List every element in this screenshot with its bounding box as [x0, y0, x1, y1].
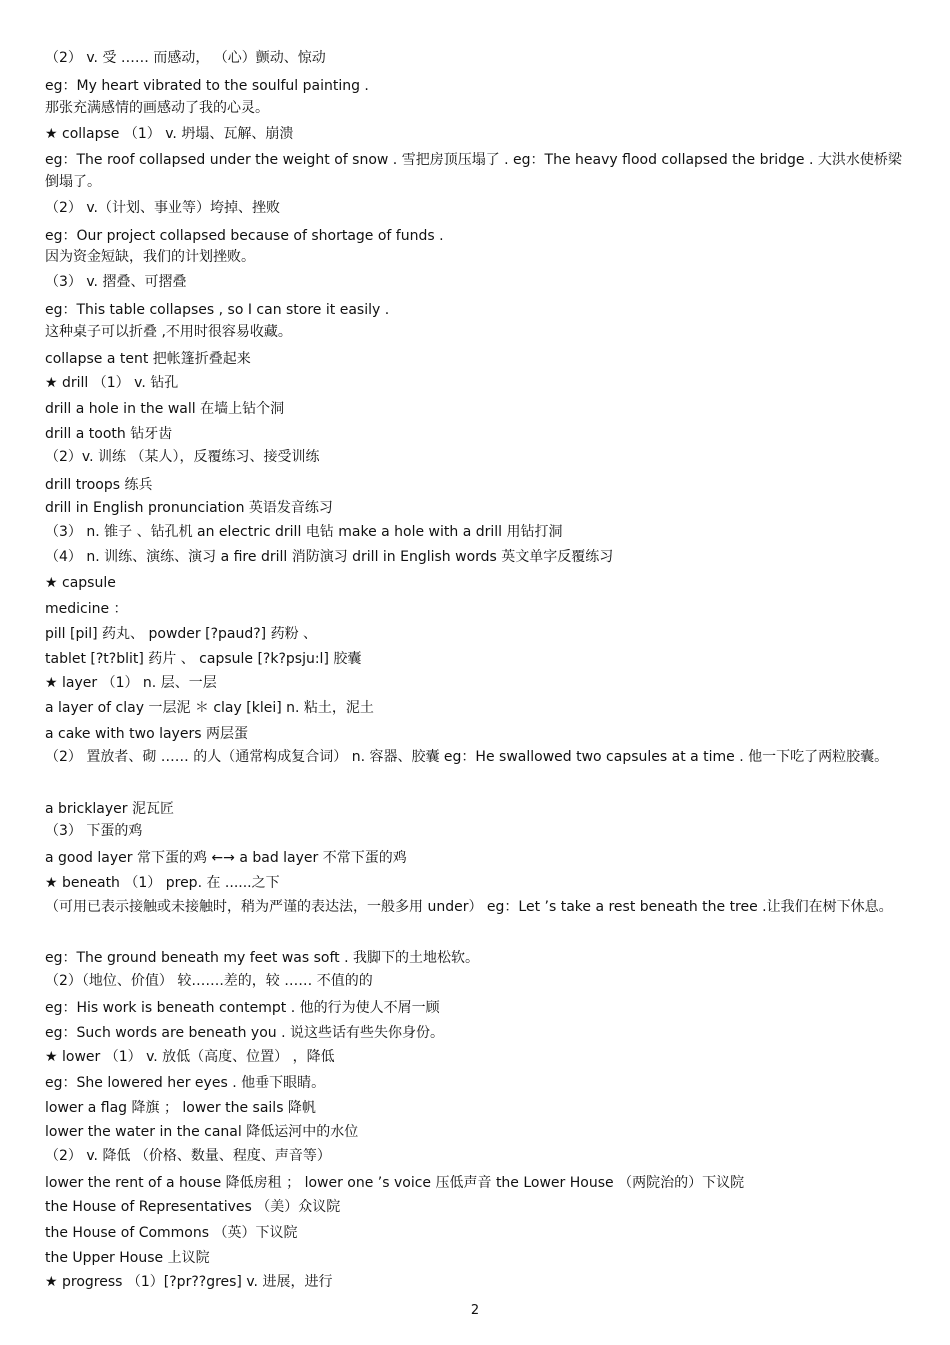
text-line: eg：My heart vibrated to the soulful painting .: [45, 78, 369, 94]
page-number: 2: [470, 1303, 480, 1318]
text-line: eg：The ground beneath my feet was soft . 我脚下的土地松软。: [45, 950, 479, 966]
text-line: （2） v. 降低 （价格、数量、程度、声音等）: [45, 1148, 331, 1164]
text-line: tablet [?t?blit] 药片 、 capsule [?k?psju:l] 胶囊: [45, 651, 362, 667]
text-line: （4） n. 训练、演练、演习 a fire drill 消防演习 drill in English words 英文单字反覆练习: [45, 549, 614, 565]
text-line: （可用已表示接触或未接触时，稍为严谨的表达法，一般多用 under） eg：Let ’s take a rest beneath the tree .让我们在树下休息。: [45, 899, 893, 915]
text-line: a bricklayer 泥瓦匠: [45, 801, 174, 817]
text-line: ★ progress （1）[?pr??gres] v. 进展，进行: [45, 1274, 333, 1290]
text-line: ★ beneath （1） prep. 在 ......之下: [45, 875, 280, 891]
text-line: （2）v. 训练 （某人），反覆练习、接受训练: [45, 449, 320, 465]
text-line: a cake with two layers 两层蛋: [45, 726, 248, 742]
text-line: eg：Our project collapsed because of shortage of funds .: [45, 228, 444, 244]
text-line: eg：Such words are beneath you . 说这些话有些失你身份。: [45, 1025, 444, 1041]
text-line: ★ layer （1） n. 层、一层: [45, 675, 217, 691]
text-line: drill a tooth 钻牙齿: [45, 426, 173, 442]
text-line: （2）（地位、价值） 较…….差的，较 …… 不值的的: [45, 973, 373, 989]
text-line: （2） v.（计划、事业等）垮掉、挫败: [45, 200, 281, 216]
text-line: drill a hole in the wall 在墙上钻个洞: [45, 401, 285, 417]
text-line: 这种桌子可以折叠 ,不用时很容易收藏。: [45, 324, 292, 340]
text-line: （2） v. 受 …… 而感动， （心）颤动、惊动: [45, 50, 326, 66]
text-line: lower the water in the canal 降低运河中的水位: [45, 1124, 359, 1140]
text-line: ★ lower （1） v. 放低（高度、位置） ，降低: [45, 1049, 335, 1065]
text-line: a layer of clay 一层泥 ＊ clay [klei] n. 粘土，泥土: [45, 700, 374, 716]
text-line: ★ capsule: [45, 575, 116, 591]
text-line: （3） v. 摺叠、可摺叠: [45, 274, 187, 290]
text-line: collapse a tent 把帐篷折叠起来: [45, 351, 251, 367]
text-line: eg：This table collapses , so I can store it easily .: [45, 302, 390, 318]
text-line: eg：She lowered her eyes . 他垂下眼睛。: [45, 1075, 326, 1091]
text-line: the House of Commons （英）下议院: [45, 1225, 298, 1241]
text-line: eg：His work is beneath contempt . 他的行为使人不屑一顾: [45, 1000, 440, 1016]
text-line: lower a flag 降旗 ； lower the sails 降帆: [45, 1100, 316, 1116]
text-line: 那张充满感情的画感动了我的心灵。: [45, 100, 269, 116]
text-line: drill in English pronunciation 英语发音练习: [45, 500, 333, 516]
text-line: medicine ：: [45, 601, 128, 617]
text-line: ★ drill （1） v. 钻孔: [45, 375, 179, 391]
text-line: ★ collapse （1） v. 坍塌、瓦解、崩溃: [45, 126, 294, 142]
text-line: 因为资金短缺，我们的计划挫败。: [45, 249, 255, 265]
text-line: a good layer 常下蛋的鸡 ←→ a bad layer 不常下蛋的鸡: [45, 850, 407, 866]
text-line: the Upper House 上议院: [45, 1250, 210, 1266]
text-line: （3） n. 锥子 、钻孔机 an electric drill 电钻 make a hole with a drill 用钻打洞: [45, 524, 563, 540]
text-line: pill [pil] 药丸、 powder [?paud?] 药粉 、: [45, 626, 318, 642]
text-line: the House of Representatives （美）众议院: [45, 1199, 341, 1215]
text-line: （2） 置放者、砌 …… 的人（通常构成复合词） n. 容器、胶囊 eg：He swallowed two capsules at a time . 他一下吃了两粒胶囊。: [45, 749, 889, 765]
text-line: eg：The roof collapsed under the weight of snow . 雪把房顶压塌了 . eg：The heavy flood collapsed the bridge . 大洪水使桥梁倒塌了。: [45, 152, 902, 190]
text-line: lower the rent of a house 降低房租 ； lower one ’s voice 压低声音 the Lower House （两院治的）下议院: [45, 1175, 745, 1191]
text-line: （3） 下蛋的鸡: [45, 823, 143, 839]
text-line: drill troops 练兵: [45, 477, 153, 493]
